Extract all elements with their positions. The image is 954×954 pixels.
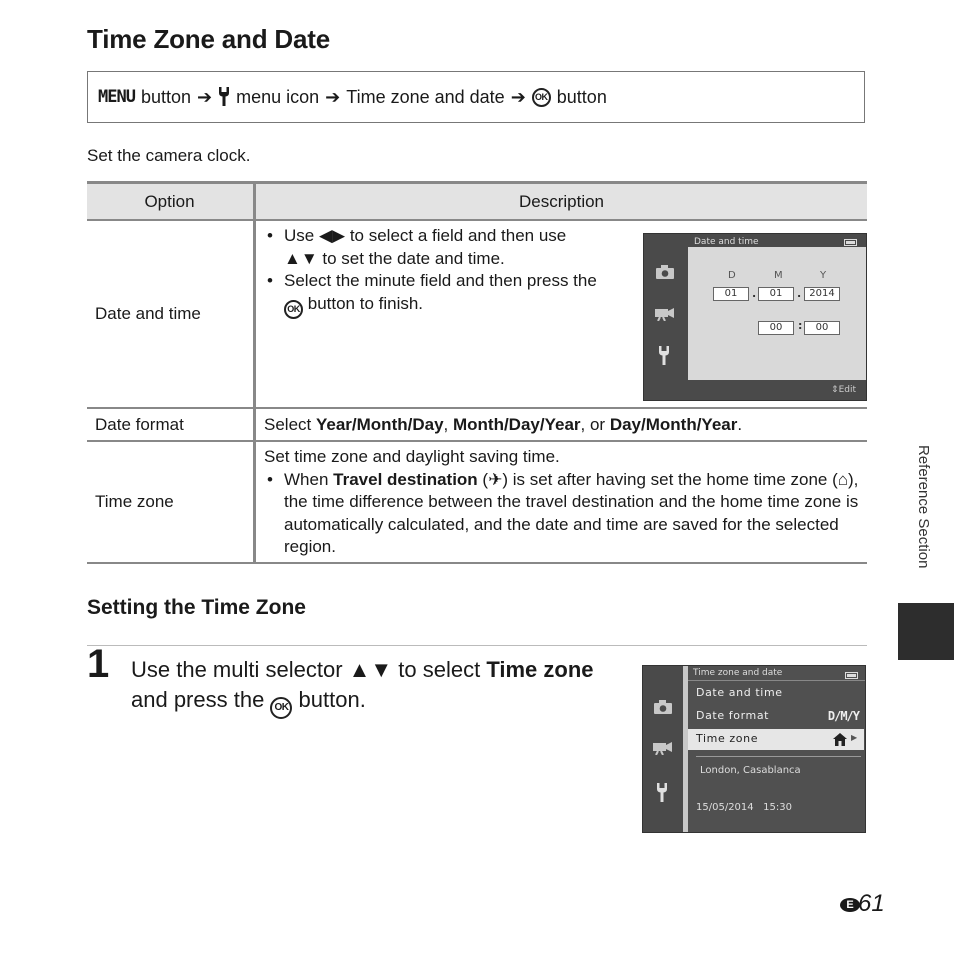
- movie-icon: [655, 306, 675, 325]
- day-field[interactable]: 01: [713, 287, 749, 301]
- month-label: M: [774, 270, 783, 281]
- camera-screen-time-zone-menu: [642, 665, 866, 833]
- menu-panel: [688, 666, 866, 833]
- description-date-time: [255, 220, 868, 408]
- options-table: [87, 181, 867, 564]
- ok-button-icon: OK: [270, 697, 292, 719]
- option-time-zone: Time zone: [87, 441, 255, 563]
- hour-field[interactable]: 00: [758, 321, 794, 335]
- chevron-right-icon: ▶: [851, 733, 858, 742]
- text: button.: [292, 687, 366, 712]
- camera-screen-date-time: [643, 233, 867, 401]
- arrow-icon: ➔: [510, 86, 526, 107]
- camera-icon: [656, 264, 674, 283]
- day-label: D: [728, 270, 736, 281]
- month-field[interactable]: 01: [758, 287, 794, 301]
- description-line: Set time zone and daylight saving time.: [264, 447, 560, 466]
- wrench-icon: [656, 783, 668, 807]
- section-heading: Setting the Time Zone: [87, 596, 306, 619]
- format-option: Day/Month/Year: [609, 414, 738, 434]
- bullet-text: button to finish.: [307, 293, 424, 313]
- text: .: [737, 414, 743, 434]
- text: ,: [443, 414, 453, 434]
- step-number: 1: [87, 642, 110, 686]
- format-option: Month/Day/Year: [452, 414, 581, 434]
- year-field[interactable]: 2014: [804, 287, 840, 301]
- travel-destination-label: Travel destination: [333, 469, 478, 489]
- page-prefix-icon: E: [840, 898, 860, 912]
- time-separator: :: [798, 319, 803, 332]
- wrench-icon: [658, 346, 670, 370]
- navigation-path: [87, 71, 865, 123]
- intro-text: Set the camera clock.: [87, 146, 251, 165]
- bullet-text: Select the minute field and then press the: [284, 271, 597, 290]
- table-row: [87, 220, 867, 408]
- menu-item-date-format[interactable]: Date format: [696, 709, 770, 722]
- path-menu-icon-label: menu icon: [236, 86, 320, 107]
- table-header-row: [87, 183, 867, 221]
- screen-footer: [831, 385, 856, 395]
- edit-label: Edit: [838, 385, 856, 395]
- date-time-panel: [688, 247, 867, 380]
- wrench-icon: [218, 87, 230, 107]
- section-tab: [898, 603, 954, 660]
- menu-item-date-time[interactable]: Date and time: [696, 686, 783, 699]
- battery-icon: [844, 239, 857, 246]
- city-label: London, Casablanca: [700, 765, 801, 776]
- screen-header: Time zone and date: [693, 668, 783, 678]
- divider: [87, 645, 867, 646]
- format-option: Year/Month/Day: [315, 414, 444, 434]
- bullet-item: • Use ◀▶ to select a field and then use ▲▼ to set the date and time.: [264, 225, 604, 270]
- description-time-zone: [255, 441, 868, 563]
- option-date-time: Date and time: [87, 220, 255, 408]
- ok-button-icon: OK: [284, 300, 303, 319]
- date-separator: .: [752, 287, 757, 300]
- step-text: [131, 655, 601, 719]
- page-number: [840, 890, 885, 918]
- bullet-item: [264, 270, 604, 319]
- home-icon: [833, 733, 847, 746]
- text: , or: [580, 414, 610, 434]
- header-rule: [688, 680, 866, 681]
- info-rule: [696, 756, 861, 757]
- text: (✈) is set after having set the home time zone (⌂), the time difference between the travel destination and the home time zone is automatically calculated, and the date and time are saved for the selected region.: [284, 469, 859, 556]
- text: Select: [264, 414, 316, 434]
- bullet-item: [264, 469, 859, 559]
- screen-header: Date and time: [694, 237, 759, 247]
- date-separator: .: [797, 287, 802, 300]
- header-description: Description: [255, 183, 868, 221]
- text: and press the: [131, 687, 271, 712]
- menu-item-time-zone: Time zone: [696, 732, 759, 745]
- text: Use the multi selector ▲▼ to select: [131, 657, 487, 682]
- side-section-label: Reference Section: [915, 445, 932, 569]
- path-button-word: button: [140, 86, 191, 107]
- header-option: Option: [87, 183, 255, 221]
- path-item: Time zone and date: [346, 86, 505, 107]
- path-end-word: button: [556, 86, 607, 107]
- page-title: Time Zone and Date: [87, 24, 330, 54]
- table-row: [87, 441, 867, 563]
- table-row: [87, 408, 867, 441]
- description-date-format: [255, 408, 868, 441]
- text: When: [284, 469, 334, 489]
- page-number-value: 61: [858, 890, 885, 917]
- multi-selector-icon: ⇕: [831, 385, 839, 395]
- movie-icon: [653, 740, 673, 759]
- option-date-format: Date format: [87, 408, 255, 441]
- arrow-icon: ➔: [197, 86, 213, 107]
- camera-icon: [654, 699, 672, 718]
- ok-button-icon: OK: [532, 88, 551, 107]
- minute-field[interactable]: 00: [804, 321, 840, 335]
- battery-icon: [845, 672, 858, 679]
- date-format-value: D/M/Y: [827, 709, 859, 723]
- arrow-icon: ➔: [325, 86, 341, 107]
- menu-item-time-zone-selected[interactable]: [688, 729, 864, 750]
- menu-button-icon: MENU: [98, 87, 135, 107]
- time-zone-label: Time zone: [486, 657, 594, 682]
- current-datetime: 15/05/2014 15:30: [696, 802, 792, 813]
- year-label: Y: [820, 270, 827, 281]
